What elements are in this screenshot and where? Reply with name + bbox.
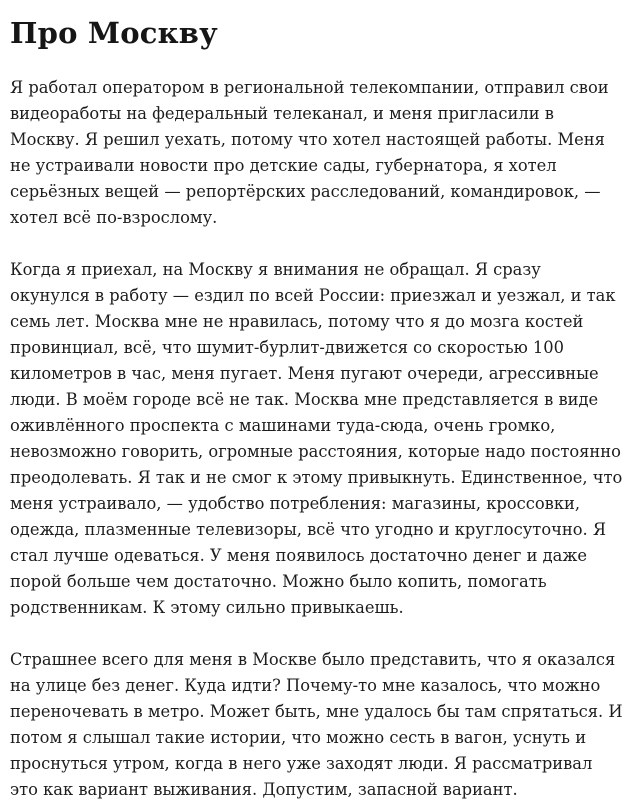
article-paragraph-2: Когда я приехал, на Москву я внимания не обращал. Я сразу окунулся в работу — ездил по всей России: приезжал и уезжал, и так семь лет. Москва мне не нравилась, потому что я до мозга костей провинциал, всё, что шумит-бурлит-движется со скоростью 100 километров в час, меня пугает. Меня пугают очереди, агрессивные люди. В моём городе всё не так. Москва мне представляется в виде оживлённого проспекта с машинами туда-сюда, очень громко, невозможно говорить, огромные расстояния, которые надо постоянно преодолевать. Я так и не смог к этому привыкнуть. Единственное, что меня устраивало, — удобство потребления: магазины, кроссовки, одежда, плазменные телевизоры, всё что угодно и круглосуточно. Я стал лучше одеваться. У меня появилось достаточно денег и даже порой больше чем достаточно. Можно было копить, помогать родственникам. К этому сильно привыкаешь. xyxy=(10,259,623,617)
article-paragraph-1: Я работал оператором в региональной телекомпании, отправил свои видеоработы на федеральный телеканал, и меня пригласили в Москву. Я решил уехать, потому что хотел настоящей работы. Меня не устраивали новости про детские сады, губернатора, я хотел серьёзных вещей — репортёрских расследований, командировок, — хотел всё по-взрослому. xyxy=(10,77,609,227)
page-title: Про Москву xyxy=(10,16,218,50)
article-paragraph-3: Страшнее всего для меня в Москве было представить, что я оказался на улице без денег. Куда идти? Почему-то мне казалось, что можно переночевать в метро. Может быть, мне удалось бы там спрятаться. И потом я слышал такие истории, что можно сесть в вагон, уснуть и проснуться утром, когда в него уже заходят люди. Я рассматривал это как вариант выживания. Допустим, запасной вариант. xyxy=(10,649,623,799)
